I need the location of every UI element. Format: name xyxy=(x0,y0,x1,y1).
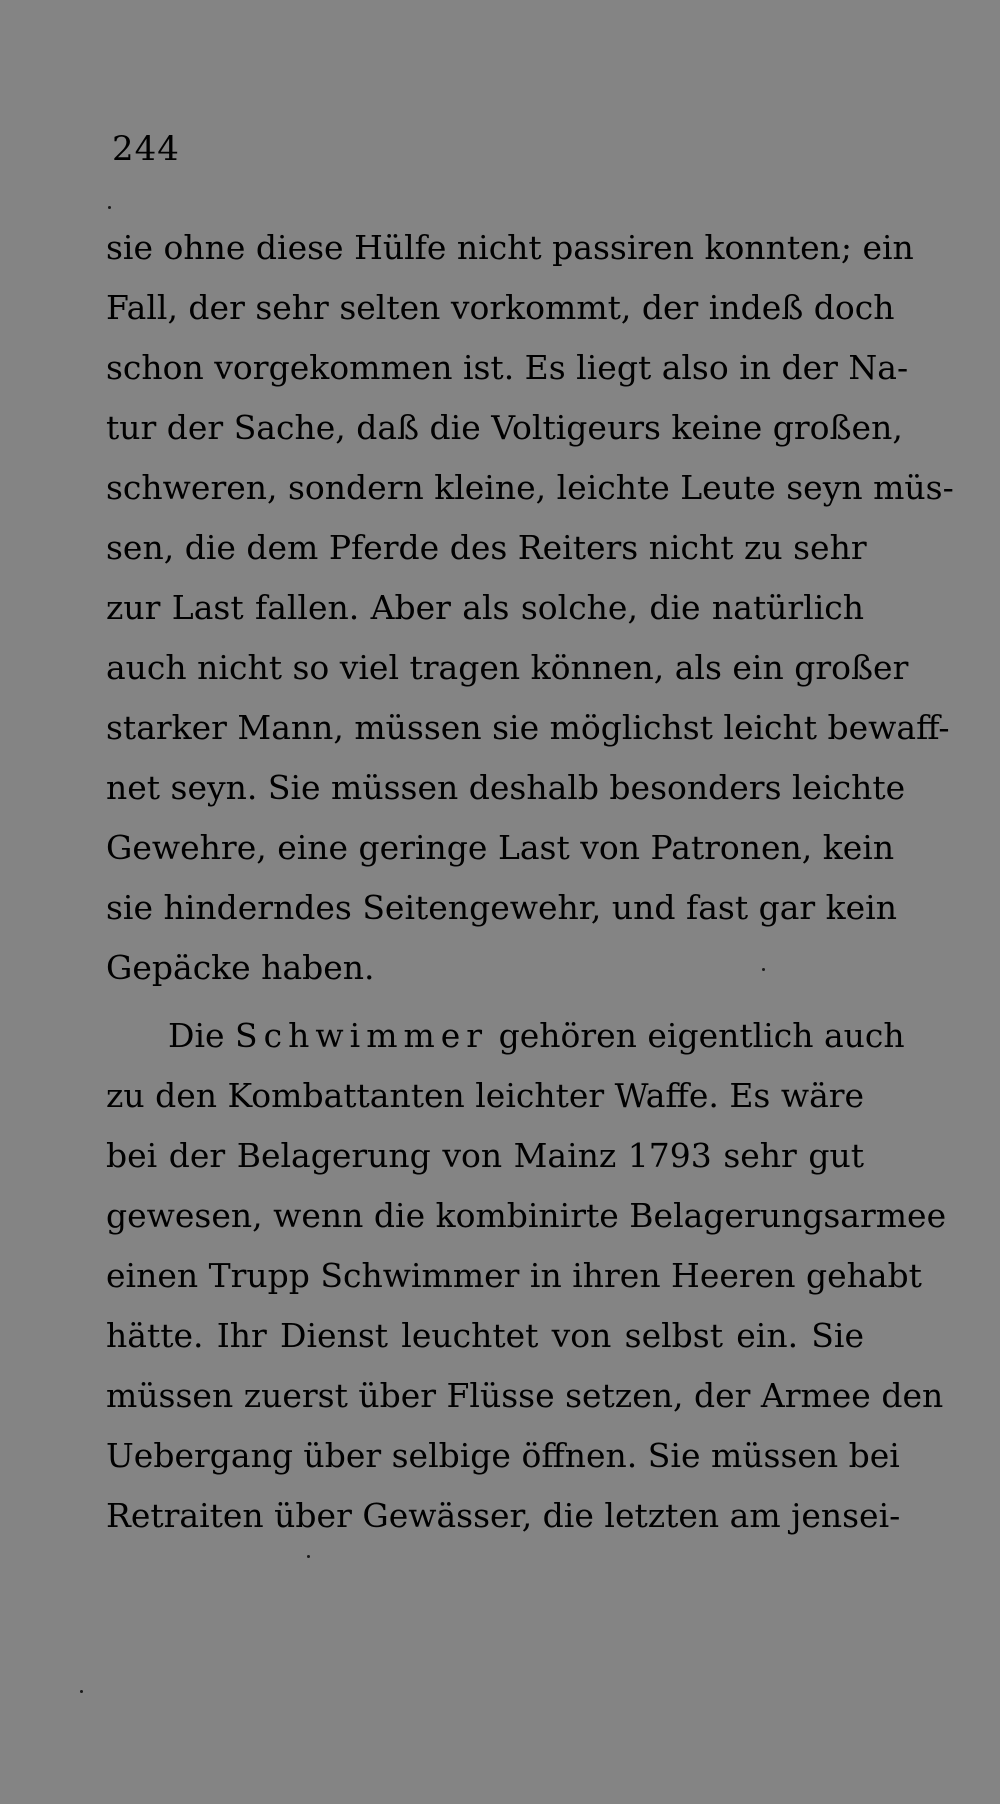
text-line: sie ohne diese Hülfe nicht passiren konnten; ein xyxy=(106,228,914,267)
page-number: 244 xyxy=(112,129,180,169)
paragraph-opening-word: Die xyxy=(168,1016,225,1055)
text-line: Fall, der sehr selten vorkommt, der indeß doch xyxy=(106,288,895,327)
text-line: auch nicht so viel tragen können, als ein großer xyxy=(106,648,909,687)
paragraph-1 xyxy=(106,218,954,998)
text-line: zu den Kombattanten leichter Waffe. Es wäre xyxy=(106,1076,865,1115)
scan-speck xyxy=(307,1555,310,1558)
scan-speck xyxy=(80,1690,83,1693)
paragraph-gap xyxy=(106,998,864,1006)
text-line: gewesen, wenn die kombinirte Belagerungsarmee xyxy=(106,1196,947,1235)
text-line: schon vorgekommen ist. Es liegt also in der Na- xyxy=(106,348,909,387)
text-line: einen Trupp Schwimmer in ihren Heeren gehabt xyxy=(106,1256,922,1295)
paragraph-2 xyxy=(106,1006,947,1546)
text-line: bei der Belagerung von Mainz 1793 sehr gut xyxy=(106,1136,864,1175)
text-line: Uebergang über selbige öffnen. Sie müssen bei xyxy=(106,1436,900,1475)
text-line: hätte. Ihr Dienst leuchtet von selbst ein. Sie xyxy=(106,1316,864,1355)
emphasized-word: Schwimmer xyxy=(235,1016,489,1055)
body-text xyxy=(106,218,954,1546)
text-line: sen, die dem Pferde des Reiters nicht zu sehr xyxy=(106,528,867,567)
text-line: sie hinderndes Seitengewehr, und fast gar kein xyxy=(106,888,897,927)
scan-speck xyxy=(762,968,765,971)
text-line: müssen zuerst über Flüsse setzen, der Armee den xyxy=(106,1376,944,1415)
text-line: Gewehre, eine geringe Last von Patronen, kein xyxy=(106,828,895,867)
text-line: zur Last fallen. Aber als solche, die natürlich xyxy=(106,588,864,627)
scan-speck xyxy=(108,206,111,209)
first-line-rest: gehören eigentlich auch xyxy=(498,1016,905,1055)
text-line: Retraiten über Gewässer, die letzten am jensei- xyxy=(106,1496,901,1535)
text-line: tur der Sache, daß die Voltigeurs keine großen, xyxy=(106,408,903,447)
text-line: starker Mann, müssen sie möglichst leicht bewaff- xyxy=(106,708,950,747)
text-line: Gepäcke haben. xyxy=(106,948,375,987)
text-line: net seyn. Sie müssen deshalb besonders leichte xyxy=(106,768,906,807)
text-line: schweren, sondern kleine, leichte Leute seyn müs- xyxy=(106,468,954,507)
text-line-first xyxy=(106,1006,905,1066)
